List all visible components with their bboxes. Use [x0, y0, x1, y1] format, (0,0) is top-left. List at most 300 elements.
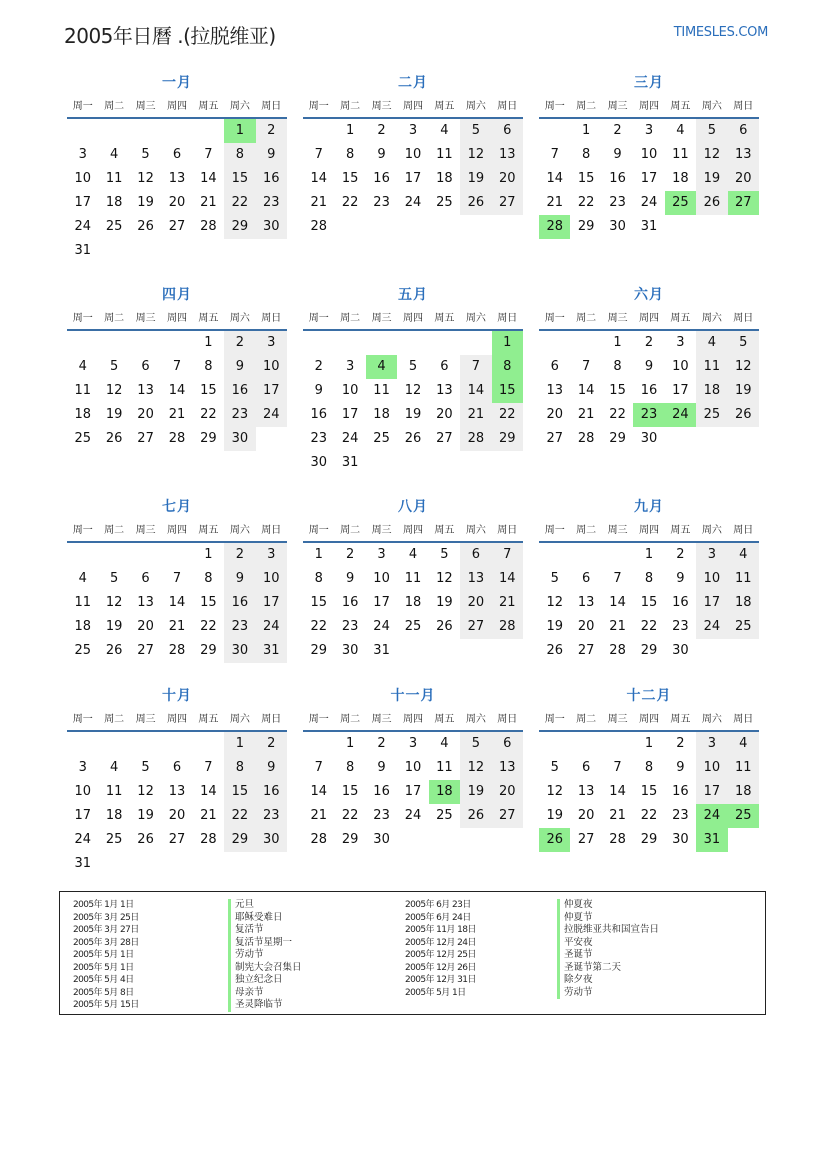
day-cell: 4 [78, 359, 87, 374]
holiday-name: 圣诞节第二天 [557, 962, 659, 975]
day-cell: 18 [436, 171, 453, 186]
weekday-header [67, 523, 287, 539]
weekday-label: 周日 [733, 313, 754, 324]
day-cell: 29 [200, 643, 217, 658]
day-cell: 31 [640, 219, 658, 234]
day-cell: 21 [609, 808, 626, 823]
day-cell: 27 [577, 832, 595, 847]
day-cell: 1 [204, 335, 213, 350]
day-cell: 16 [640, 383, 658, 398]
day-cell: 4 [109, 760, 119, 775]
day-cell: 11 [436, 147, 453, 162]
holiday-day-cell: 1 [224, 119, 255, 143]
holiday-name: 劳动节 [228, 949, 302, 962]
day-cell: 13 [137, 383, 154, 398]
day-cell: 27 [492, 804, 523, 828]
day-cell: 26 [105, 643, 123, 658]
weekday-header [303, 712, 523, 728]
weekday-label: 周二 [340, 525, 361, 536]
day-cell: 8 [314, 571, 323, 586]
day-cell: 20 [577, 808, 595, 823]
day-cell: 20 [492, 167, 523, 191]
day-cell: 6 [172, 147, 182, 162]
day-cell: 23 [224, 403, 255, 427]
holiday-date: 2005年 5月 1日 [73, 950, 134, 960]
day-cell: 26 [546, 643, 563, 658]
day-cell: 8 [644, 760, 654, 775]
day-cell: 28 [609, 832, 626, 847]
month-title: 十二月 [626, 688, 672, 704]
day-cell: 2 [345, 547, 355, 562]
day-cell: 6 [141, 359, 150, 374]
day-cell: 29 [310, 643, 327, 658]
weekday-label: 周五 [198, 313, 219, 324]
day-cell: 25 [728, 615, 759, 639]
holiday-name: 元旦 [228, 899, 302, 912]
day-cell: 8 [204, 571, 213, 586]
holiday-name: 拉脱维亚共和国宣告日 [557, 924, 659, 937]
day-cell: 25 [436, 195, 453, 210]
day-cell: 5 [109, 571, 119, 586]
day-cell: 13 [577, 595, 595, 610]
weekday-label: 周五 [670, 101, 691, 112]
day-cell: 5 [550, 760, 559, 775]
day-cell: 11 [105, 784, 123, 799]
day-cell: 18 [74, 619, 91, 634]
day-cell: 14 [168, 383, 186, 398]
day-cell: 5 [141, 147, 150, 162]
holiday-date: 2005年 6月 23日 [405, 900, 471, 910]
day-cell: 14 [168, 595, 186, 610]
day-cell: 14 [609, 784, 626, 799]
weekday-label: 周六 [701, 313, 722, 324]
weekday-label: 周三 [135, 714, 156, 725]
day-cell: 21 [200, 808, 217, 823]
day-cell: 18 [696, 379, 727, 403]
holiday-name: 劳动节 [557, 987, 659, 1000]
day-cell: 23 [609, 195, 626, 210]
weekday-header [539, 99, 759, 115]
day-cell: 9 [345, 571, 355, 586]
day-cell: 2 [676, 736, 685, 751]
day-cell: 25 [436, 808, 453, 823]
weekday-label: 周日 [497, 714, 518, 725]
day-cell: 7 [172, 359, 182, 374]
day-cell: 25 [373, 431, 390, 446]
day-cell: 14 [492, 567, 523, 591]
day-cell: 7 [550, 147, 559, 162]
month-title: 七月 [162, 499, 192, 515]
month-title: 四月 [162, 287, 192, 303]
day-cell: 14 [460, 379, 491, 403]
weekday-label: 周三 [135, 525, 156, 536]
day-cell: 15 [200, 595, 217, 610]
day-cell: 31 [341, 455, 359, 470]
weekday-label: 周日 [261, 101, 282, 112]
day-cell: 3 [644, 123, 654, 138]
day-cell: 6 [492, 119, 523, 143]
day-cell: 25 [105, 219, 123, 234]
day-cell: 27 [577, 643, 595, 658]
day-cell: 13 [460, 567, 491, 591]
weekday-label: 周四 [166, 101, 187, 112]
weekday-label: 周六 [229, 313, 250, 324]
day-cell: 17 [341, 407, 359, 422]
holiday-name: 制宪大会召集日 [228, 962, 302, 975]
weekday-label: 周二 [104, 313, 125, 324]
day-cell: 12 [137, 171, 154, 186]
day-cell: 28 [460, 427, 491, 451]
day-cell: 6 [728, 119, 759, 143]
day-cell: 11 [373, 383, 390, 398]
weekday-label: 周日 [497, 525, 518, 536]
day-cell: 15 [640, 595, 658, 610]
day-cell: 17 [74, 808, 91, 823]
weekday-label: 周六 [229, 101, 250, 112]
day-cell: 9 [613, 147, 622, 162]
day-cell: 27 [460, 615, 491, 639]
day-cell: 3 [696, 732, 727, 756]
day-cell: 31 [256, 639, 287, 663]
weekday-label: 周三 [135, 101, 156, 112]
weekday-label: 周日 [261, 525, 282, 536]
day-cell: 19 [137, 195, 154, 210]
day-cell: 3 [256, 331, 287, 355]
day-cell: 7 [204, 760, 213, 775]
day-cell: 11 [672, 147, 689, 162]
day-cell: 12 [460, 143, 491, 167]
day-cell: 22 [341, 808, 359, 823]
day-cell: 1 [314, 547, 323, 562]
day-cell: 17 [404, 784, 422, 799]
weekday-label: 周四 [638, 525, 659, 536]
day-cell: 26 [105, 431, 123, 446]
weekday-label: 周一 [544, 313, 565, 324]
day-cell: 6 [440, 359, 449, 374]
weekday-label: 周一 [308, 313, 329, 324]
day-cell: 4 [109, 147, 119, 162]
weekday-label: 周五 [198, 714, 219, 725]
month-title: 一月 [162, 75, 192, 91]
holiday-day-cell: 26 [539, 828, 570, 852]
weekday-label: 周日 [261, 714, 282, 725]
day-cell: 30 [224, 639, 255, 663]
day-cell: 15 [224, 167, 255, 191]
day-cell: 12 [404, 383, 422, 398]
day-cell: 18 [728, 780, 759, 804]
day-cell: 13 [137, 595, 154, 610]
day-cell: 13 [546, 383, 563, 398]
day-cell: 20 [168, 195, 186, 210]
weekday-label: 周三 [135, 313, 156, 324]
weekday-label: 周四 [402, 101, 423, 112]
day-cell: 19 [546, 808, 563, 823]
day-cell: 25 [105, 832, 123, 847]
day-cell: 2 [256, 119, 287, 143]
day-cell: 16 [341, 595, 359, 610]
day-cell: 8 [204, 359, 213, 374]
day-cell: 27 [137, 643, 154, 658]
day-cell: 1 [581, 123, 591, 138]
day-cell: 30 [373, 832, 390, 847]
day-cell: 20 [460, 591, 491, 615]
day-cell: 16 [256, 780, 287, 804]
day-cell: 9 [377, 760, 386, 775]
day-cell: 30 [310, 455, 327, 470]
day-cell: 24 [373, 619, 390, 634]
day-cell: 11 [728, 756, 759, 780]
weekday-label: 周六 [465, 714, 486, 725]
month-title: 六月 [634, 287, 664, 303]
day-cell: 23 [373, 195, 390, 210]
day-cell: 2 [377, 123, 386, 138]
day-cell: 30 [256, 215, 287, 239]
day-cell: 1 [345, 736, 355, 751]
weekday-header [303, 523, 523, 539]
holiday-day-cell: 15 [492, 379, 523, 403]
day-cell: 1 [613, 335, 622, 350]
holiday-date-column [405, 899, 476, 999]
weekday-label: 周二 [576, 714, 597, 725]
weekday-label: 周四 [638, 313, 659, 324]
weekday-label: 周日 [261, 313, 282, 324]
day-cell: 25 [696, 403, 727, 427]
day-cell: 20 [137, 407, 154, 422]
day-cell: 9 [256, 143, 287, 167]
day-cell: 28 [168, 643, 186, 658]
day-cell: 13 [436, 383, 453, 398]
weekday-label: 周二 [576, 101, 597, 112]
day-cell: 30 [672, 832, 689, 847]
day-cell: 12 [696, 143, 727, 167]
day-cell: 12 [105, 383, 123, 398]
weekday-label: 周日 [497, 313, 518, 324]
day-cell: 8 [644, 571, 654, 586]
holiday-date: 2005年 3月 28日 [73, 937, 139, 948]
holiday-day-cell: 25 [665, 191, 696, 215]
day-cell: 5 [550, 571, 559, 586]
day-cell: 26 [436, 619, 453, 634]
holiday-date: 2005年 12月 26日 [405, 962, 476, 973]
day-cell: 26 [460, 191, 491, 215]
day-cell: 24 [341, 431, 359, 446]
day-cell: 30 [672, 643, 689, 658]
day-cell: 17 [256, 591, 287, 615]
day-cell: 11 [105, 171, 123, 186]
day-cell: 5 [728, 331, 759, 355]
weekday-label: 周五 [670, 313, 691, 324]
day-cell: 14 [200, 171, 217, 186]
day-cell: 8 [345, 147, 355, 162]
day-cell: 20 [492, 780, 523, 804]
weekday-label: 周一 [308, 525, 329, 536]
day-cell: 13 [577, 784, 595, 799]
day-cell: 18 [105, 808, 123, 823]
day-cell: 28 [310, 832, 327, 847]
holiday-day-cell: 1 [492, 331, 523, 355]
day-cell: 21 [460, 403, 491, 427]
day-cell: 23 [373, 808, 390, 823]
day-cell: 20 [546, 407, 563, 422]
day-cell: 6 [460, 543, 491, 567]
weekday-label: 周五 [198, 101, 219, 112]
day-cell: 17 [74, 195, 91, 210]
holiday-date: 2005年 12月 25日 [405, 950, 476, 960]
day-cell: 28 [200, 832, 217, 847]
day-cell: 3 [377, 547, 386, 562]
holiday-name: 独立纪念日 [228, 974, 302, 987]
day-cell: 16 [224, 379, 255, 403]
day-cell: 4 [408, 547, 418, 562]
holiday-date: 2005年 5月 8日 [73, 987, 134, 998]
holiday-name: 仲夏夜 [557, 899, 659, 912]
day-cell: 3 [696, 543, 727, 567]
day-cell: 15 [310, 595, 327, 610]
weekday-label: 周一 [308, 714, 329, 725]
weekday-label: 周五 [434, 525, 455, 536]
day-cell: 25 [74, 643, 91, 658]
day-cell: 26 [728, 403, 759, 427]
month-title: 五月 [398, 287, 428, 303]
holiday-day-cell: 24 [696, 804, 727, 828]
day-cell: 19 [105, 407, 123, 422]
weekday-header [303, 311, 523, 327]
day-cell: 16 [672, 595, 689, 610]
day-cell: 3 [408, 123, 418, 138]
day-cell: 10 [672, 359, 689, 374]
month-title: 二月 [398, 75, 428, 91]
weekday-label: 周六 [701, 101, 722, 112]
day-cell: 24 [404, 195, 422, 210]
weekday-label: 周三 [371, 313, 392, 324]
month-title: 九月 [634, 499, 664, 515]
holiday-date: 2005年 6月 24日 [405, 912, 471, 923]
weekday-label: 周六 [465, 525, 486, 536]
day-cell: 13 [168, 171, 186, 186]
day-cell: 19 [460, 167, 491, 191]
day-cell: 7 [172, 571, 182, 586]
holiday-name: 圣灵降临节 [228, 999, 302, 1012]
weekday-label: 周五 [434, 714, 455, 725]
holiday-name: 除夕夜 [557, 974, 659, 987]
day-cell: 10 [404, 760, 422, 775]
weekday-label: 周六 [229, 525, 250, 536]
day-cell: 11 [74, 595, 91, 610]
day-cell: 21 [546, 195, 563, 210]
weekday-label: 周四 [166, 313, 187, 324]
month-title: 三月 [634, 75, 664, 91]
day-cell: 26 [460, 804, 491, 828]
weekday-label: 周一 [72, 101, 93, 112]
day-cell: 29 [224, 215, 255, 239]
day-cell: 10 [373, 571, 390, 586]
day-cell: 17 [640, 171, 658, 186]
day-cell: 14 [200, 784, 217, 799]
holiday-name: 圣诞节 [557, 949, 659, 962]
weekday-label: 周四 [402, 714, 423, 725]
day-cell: 21 [609, 619, 626, 634]
day-cell: 22 [200, 619, 217, 634]
holiday-name: 仲夏节 [557, 912, 659, 925]
day-cell: 22 [577, 195, 595, 210]
weekday-label: 周二 [576, 525, 597, 536]
day-cell: 17 [256, 379, 287, 403]
day-cell: 1 [644, 736, 654, 751]
day-cell: 11 [404, 571, 422, 586]
day-cell: 23 [310, 431, 327, 446]
day-cell: 22 [492, 403, 523, 427]
holiday-date: 2005年 5月 1日 [73, 962, 134, 973]
day-cell: 11 [436, 760, 453, 775]
holiday-date: 2005年 5月 15日 [73, 1000, 139, 1010]
weekday-label: 周四 [166, 714, 187, 725]
day-cell: 15 [200, 383, 217, 398]
day-cell: 4 [676, 123, 685, 138]
weekday-label: 周二 [104, 525, 125, 536]
site-link[interactable]: TIMESLES.COM [673, 25, 768, 40]
day-cell: 17 [672, 383, 689, 398]
day-cell: 15 [609, 383, 626, 398]
weekday-label: 周二 [104, 101, 125, 112]
day-cell: 27 [168, 219, 186, 234]
weekday-label: 周四 [638, 714, 659, 725]
holiday-date: 2005年 5月 1日 [405, 987, 466, 998]
day-cell: 3 [78, 147, 87, 162]
weekday-label: 周五 [434, 101, 455, 112]
day-cell: 2 [256, 732, 287, 756]
day-cell: 24 [404, 808, 422, 823]
day-cell: 11 [728, 567, 759, 591]
day-cell: 7 [460, 355, 491, 379]
day-cell: 25 [404, 619, 422, 634]
day-cell: 1 [224, 732, 255, 756]
holiday-name: 复活节 [228, 924, 302, 937]
weekday-header [303, 99, 523, 115]
day-cell: 13 [168, 784, 186, 799]
day-cell: 2 [613, 123, 622, 138]
weekday-label: 周三 [371, 714, 392, 725]
day-cell: 24 [74, 832, 91, 847]
day-cell: 13 [728, 143, 759, 167]
day-cell: 7 [581, 359, 591, 374]
day-cell: 28 [492, 615, 523, 639]
day-cell: 28 [310, 219, 327, 234]
holiday-day-cell: 28 [539, 215, 570, 239]
day-cell: 7 [314, 147, 323, 162]
weekday-label: 周六 [465, 313, 486, 324]
weekday-label: 周二 [340, 714, 361, 725]
weekday-label: 周日 [733, 101, 754, 112]
day-cell: 9 [224, 355, 255, 379]
weekday-header [539, 523, 759, 539]
day-cell: 14 [310, 784, 327, 799]
day-cell: 21 [310, 808, 327, 823]
day-cell: 18 [105, 195, 123, 210]
month-title: 十一月 [390, 688, 436, 704]
weekday-label: 周四 [638, 101, 659, 112]
day-cell: 23 [672, 808, 689, 823]
day-cell: 3 [78, 760, 87, 775]
weekday-label: 周五 [670, 714, 691, 725]
weekday-label: 周一 [72, 714, 93, 725]
day-cell: 16 [609, 171, 626, 186]
weekday-label: 周五 [198, 525, 219, 536]
holiday-day-cell: 31 [696, 828, 727, 852]
day-cell: 10 [341, 383, 359, 398]
weekday-label: 周一 [544, 101, 565, 112]
day-cell: 12 [546, 595, 563, 610]
day-cell: 4 [728, 543, 759, 567]
